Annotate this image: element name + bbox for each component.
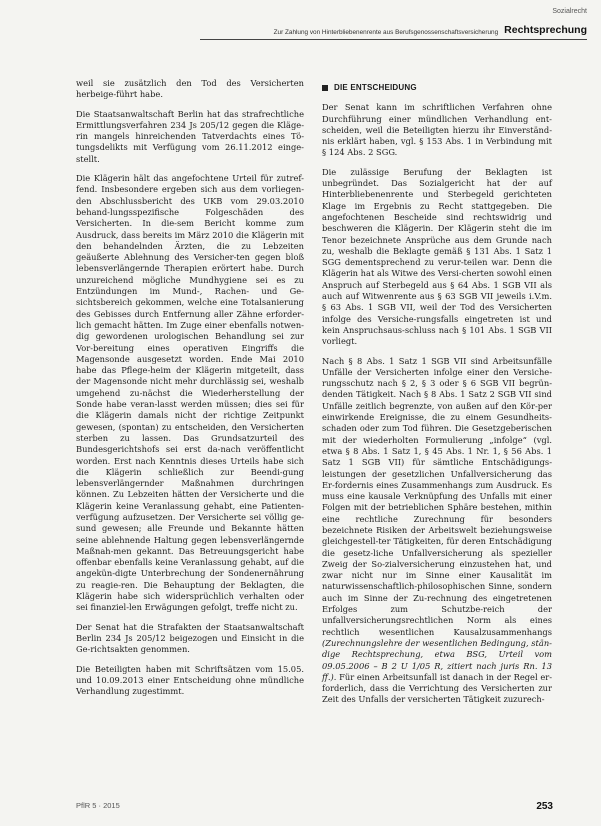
- citation: (Zurechnungslehre der wesentlichen Bedingung, stän-dige Rechtsprechung, etwa BSG, Urteil vom 09.05.2006 – B 2 U 1/05 R, zitiert nach juris Rn. 13 ff.): [322, 637, 552, 682]
- paragraph-text: Nach § 8 Abs. 1 Satz 1 SGB VII sind Arbeitsunfälle Unfälle der Versicherten infolge einer den Versiche-rungsschutz nach § 2, § 3 oder § 6 SGB VII begrün-denden Tätigkeit. Nach § 8 Abs. 1 Satz 2 SGB VII sind Unfälle zeitlich begrenzte, von außen auf den Kör-per einwirkende Ereignisse, die zu einem Gesundheits-schaden oder zum Tod führen. Die Gesetzgeberischen mit der wiederholten Formulierung „infolge“ (vgl. etwa § 8 Abs. 1 Satz 1, § 45 Abs. 1 Nr. 1, § 56 Abs. 1 Satz 1 SGB VII) für sämtliche Entschädigungs-leistungen der gesetzlichen Unfallversicherung das Er-fordernis eines Zusammenhangs zum Ausdruck. Es muss eine kausale Verknüpfung des Unfalls mit einer Folgen mit der betrieblichen Sphäre bestehen, mithin eine rechtliche Zurechnung für besonders bezeichnete Risiken der Arbeitswelt beziehungsweise gleichgestell-ter Tätigkeiten, für deren Entschädigung die gesetz-liche Unfallversicherung als spezieller Zweig der So-zialversicherung einzustehen hat, und zwar nicht nur im Sinne einer Kausalität im naturwissenschaftlich-philosophischen Sinne, sondern auch im Sinne der Zu-rechnung des eingetretenen Erfolges zum Schutzbe-reich der unfallversicherungsrechtlichen Norm als eines rechtlich wesentlichen Kausalzusammenhangs: [322, 355, 552, 637]
- paragraph: [322, 356, 552, 706]
- header-rule: [200, 39, 587, 40]
- paragraph: Die Beteiligten haben mit Schriftsätzen vom 15.05. und 10.09.2013 einer Entscheidung ohne mündliche Verhandlung zugestimmt.: [76, 663, 304, 697]
- page-number: 253: [536, 801, 553, 812]
- footer-journal: PflR 5 · 2015: [76, 801, 120, 810]
- paragraph: Die Klägerin hält das angefochtene Urteil für zutref-fend. Insbesondere ergeben sich aus dem vorliegen-den Abschlussbericht des UKB vom 29.03.2010 behand-lungsspezifische Folgeschäden des Versicherten. In die-sem Bericht komme zum Ausdruck, dass bereits im März 2010 die Klägerin mit den behandelnden Ärzten, die zu Lebzeiten geäußerte Ablehnung des Versicher-ten gegen bloß lebensverlängernde Therapien erörtert habe. Durch unzureichend mögliche Mundhygiene sei es zu Entzündungen im Mund-, Rachen- und Ge-sichtsbereich gekommen, welche eine Totalsanierung des Gebisses durch Entfernung aller Zähne erforder-lich gemacht hätten. Im Zuge einer ebenfalls notwen-dig gewordenen urologischen Behandlung sei zur Vor-bereitung eines operativen Eingriffs die Magensonde ausgesetzt worden. Ende Mai 2010 habe das Pflege-heim der Klägerin mitgeteilt, dass der Magensonde nicht mehr durchlässig sei, weshalb umgehend zu-nächst die Wiederherstellung der Sonde habe veran-lasst werden müssen; dies sei für die Klägerin damals nicht der richtige Zeitpunkt gewesen, (spontan) zu entscheiden, den Versicherten sterben zu lassen. Das Grundsatzurteil des Bundesgerichtshofs sei erst da-nach veröffentlicht worden. Erst nach Kenntnis dieses Urteils habe sich die Klägerin schließlich zur Beendi-gung lebensverlängernder Maßnahmen durchringen können. Zu Lebzeiten hätten der Versicherte und die Klägerin keine Veranlassung gehabt, eine Patienten-verfügung aufzusetzen. Der Versicherte sei völlig ge-sund gewesen; alle Freunde und Bekannte hätten seine ablehnende Haltung gegen lebensverlängernde Maßnah-men gekannt. Das Betreuungsgericht habe offenbar ebenfalls keine Veranlassung gehabt, auf die angekün-digte Unterbrechung der Sondenernährung zu reagie-ren. Die Behauptung der Beklagten, die Klägerin habe sich widersprüchlich verhalten oder sei finanziel-len Erwägungen gefolgt, treffe nicht zu.: [76, 173, 304, 613]
- running-head-subtitle: Zur Zahlung von Hinterbliebenenrente aus Berufsgenossenschaftsversicherung: [273, 29, 499, 36]
- paragraph: Die zulässige Berufung der Beklagten ist unbegründet. Das Sozialgericht hat der auf Hinterbliebenenrente und Sterbegeld gerichteten Klage im Ergebnis zu Recht stattgegeben. Die angefochtenen Bescheide sind rechtswidrig und beschweren die Klägerin. Der Klägerin steht die im Tenor bezeichnete Ansprüche aus dem Grunde nach zu, weshalb die Beklagte gemäß § 131 Abs. 1 Satz 1 SGG dementsprechend zu verur-teilen war. Denn die Klägerin hat als Witwe des Versi-cherten sowohl einen Anspruch auf Sterbegeld aus § 64 Abs. 1 SGB VII als auch auf Witwenrente aus § 63 SGB VII jeweils i.V.m. § 63 Abs. 1 SGB VII, weil der Tod des Versicherten infolge des Versiche-rungsfalls eingetreten ist und kein Anspruchsaus-schluss nach § 101 Abs. 1 SGB VII vorliegt.: [322, 166, 552, 347]
- paragraph: weil sie zusätzlich den Tod des Versicherten herbeige-führt habe.: [76, 78, 304, 100]
- paragraph: Der Senat hat die Strafakten der Staatsanwaltschaft Berlin 234 Js 205/12 beigezogen und Einsicht in die Ge-richtsakten genommen.: [76, 621, 304, 655]
- section-tag: Sozialrecht: [552, 8, 587, 15]
- section-heading: [322, 82, 552, 93]
- section-heading-text: DIE ENTSCHEIDUNG: [334, 83, 417, 92]
- paragraph: Die Staatsanwaltschaft Berlin hat das strafrechtliche Ermittlungsverfahren 234 Js 205/12 gegen die Kläge-rin mangels hinreichenden Tatverdachts eines Tö-tungsdelikts mit Verfügung vom 26.11.2012 einge-stellt.: [76, 108, 304, 164]
- left-column: [76, 78, 304, 697]
- paragraph: Der Senat kann im schriftlichen Verfahren ohne Durchführung einer mündlichen Verhandlung ent-scheiden, weil die Beteiligten hierzu ihr Einverständ-nis erklärt haben, vgl. § 153 Abs. 1 in Verbindung mit § 124 Abs. 2 SGG.: [322, 102, 552, 158]
- paragraph-continuation: . Für einen Arbeitsunfall ist danach in der Regel er-forderlich, dass die Verrichtung des Versicherten zur Zeit des Unfalls der versicherten Tätigkeit zuzurech-: [322, 671, 552, 705]
- running-head-rubric: Rechtsprechung: [504, 24, 587, 36]
- running-head: [274, 20, 587, 36]
- square-bullet-icon: [322, 85, 328, 91]
- right-column: [322, 82, 552, 706]
